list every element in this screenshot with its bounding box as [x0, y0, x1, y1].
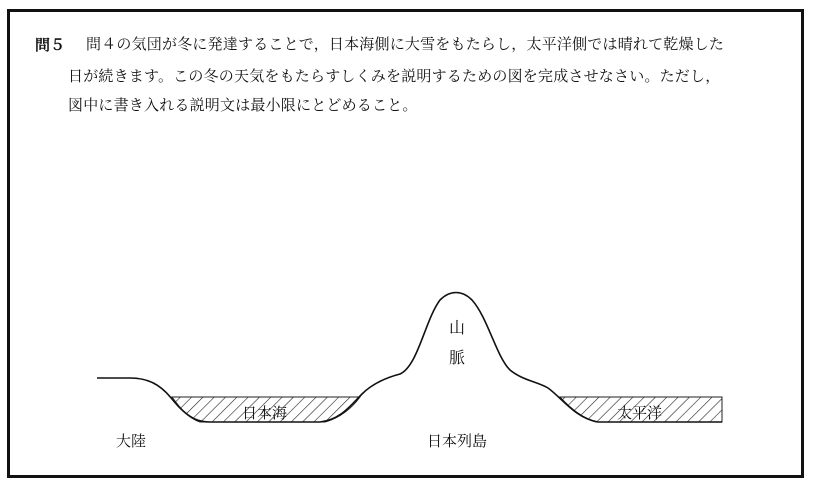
japanese-islands-label: 日本列島	[427, 432, 488, 450]
question-text-line-2: 日が続きます。この冬の天気をもたらすしくみを説明するための図を完成させなさい。ただし，	[68, 67, 721, 85]
sea-of-japan-label: 日本海	[242, 404, 288, 422]
question-number: 問５	[35, 36, 66, 54]
mountain-label-bottom: 脈	[448, 348, 465, 367]
question-text-line-3: 図中に書き入れる説明文は最小限にとどめること。	[68, 96, 418, 114]
mountain-label-top: 山	[448, 318, 465, 337]
question-text-line-1: 問４の気団が冬に発達することで，日本海側に大雪をもたらし，太平洋側では晴れて乾燥した	[86, 35, 725, 53]
continent-label: 大陸	[116, 432, 147, 450]
pacific-ocean-label: 太平洋	[617, 404, 663, 422]
